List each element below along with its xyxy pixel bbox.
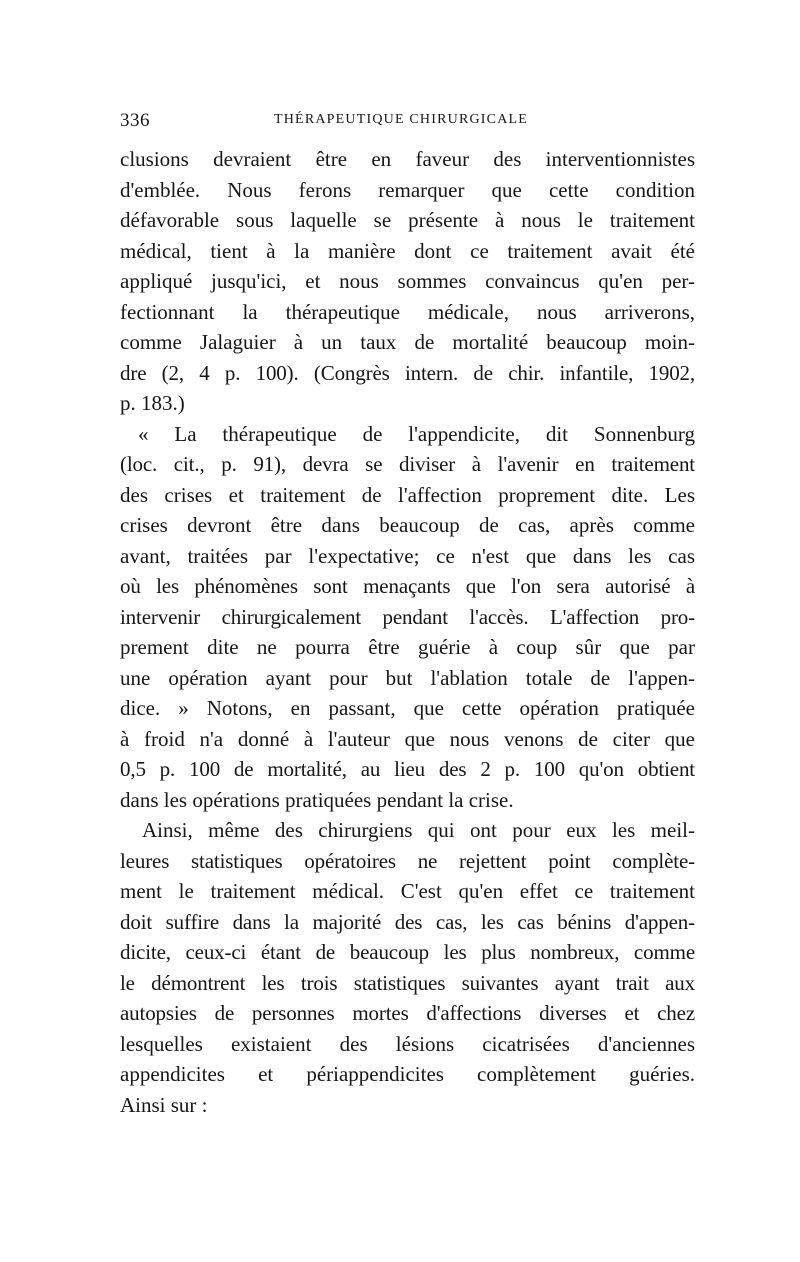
text-line: où les phénomènes sont menaçants que l'on sera autorisé à — [120, 574, 695, 598]
text-line: fectionnant la thérapeutique médicale, nous arriverons, — [120, 299, 695, 324]
text-line: médical, tient à la manière dont ce traitement avait été — [120, 238, 695, 263]
text-line: appendicites et périappendicites complètement guéries. — [120, 1062, 695, 1086]
text-line: doit suffire dans la majorité des cas, les cas bénins d'appen- — [120, 909, 695, 934]
text-line: intervenir chirurgicalement pendant l'accès. L'affection pro- — [120, 604, 695, 629]
text-line: à froid n'a donné à l'auteur que nous venons de citer que — [120, 726, 695, 751]
running-title: THÉRAPEUTIQUE CHIRURGICALE — [274, 112, 529, 127]
text-line: ment le traitement médical. C'est qu'en effet ce traitement — [120, 879, 695, 903]
text-line: lesquelles existaient des lésions cicatrisées d'anciennes — [120, 1031, 695, 1056]
text-line: clusions devraient être en faveur des interventionnistes — [120, 147, 695, 171]
text-line: p. 183.) — [120, 391, 185, 415]
text-line: Ainsi, même des chirurgiens qui ont pour eux les meil- — [142, 818, 695, 842]
text-line: (loc. cit., p. 91), devra se diviser à l'avenir en traitement — [120, 452, 695, 476]
text-line: avant, traitées par l'expectative; ce n'est que dans les cas — [120, 543, 695, 568]
page-header — [120, 110, 695, 140]
text-line: « La thérapeutique de l'appendicite, dit Sonnenburg — [138, 421, 695, 446]
text-line: crises devront être dans beaucoup de cas, après comme — [120, 513, 695, 537]
text-line: d'emblée. Nous ferons remarquer que cette condition — [120, 177, 695, 202]
text-line: prement dite ne pourra être guérie à coup sûr que par — [120, 635, 695, 659]
text-line: dans les opérations pratiquées pendant la crise. — [120, 787, 514, 812]
text-line: appliqué jusqu'ici, et nous sommes convaincus qu'en per- — [120, 269, 695, 293]
text-line: le démontrent les trois statistiques suivantes ayant trait aux — [120, 970, 695, 995]
text-line: comme Jalaguier à un taux de mortalité beaucoup moin- — [120, 330, 695, 354]
text-line: défavorable sous laquelle se présente à nous le traitement — [120, 208, 695, 232]
text-line: dice. » Notons, en passant, que cette opération pratiquée — [120, 696, 695, 720]
body-text — [120, 144, 695, 1120]
text-line: leures statistiques opératoires ne rejettent point complète- — [120, 848, 695, 873]
page-number: 336 — [120, 110, 150, 131]
text-line: autopsies de personnes mortes d'affections diverses et chez — [120, 1001, 695, 1025]
text-line: dicite, ceux-ci étant de beaucoup les plus nombreux, comme — [120, 940, 695, 964]
text-line: 0,5 p. 100 de mortalité, au lieu des 2 p. 100 qu'on obtient — [120, 757, 695, 781]
text-line: une opération ayant pour but l'ablation totale de l'appen- — [120, 665, 695, 690]
text-line: des crises et traitement de l'affection proprement dite. Les — [120, 482, 695, 507]
text-line: dre (2, 4 p. 100). (Congrès intern. de chir. infantile, 1902, — [120, 360, 695, 385]
book-page — [120, 110, 695, 1120]
text-line: Ainsi sur : — [120, 1092, 208, 1117]
